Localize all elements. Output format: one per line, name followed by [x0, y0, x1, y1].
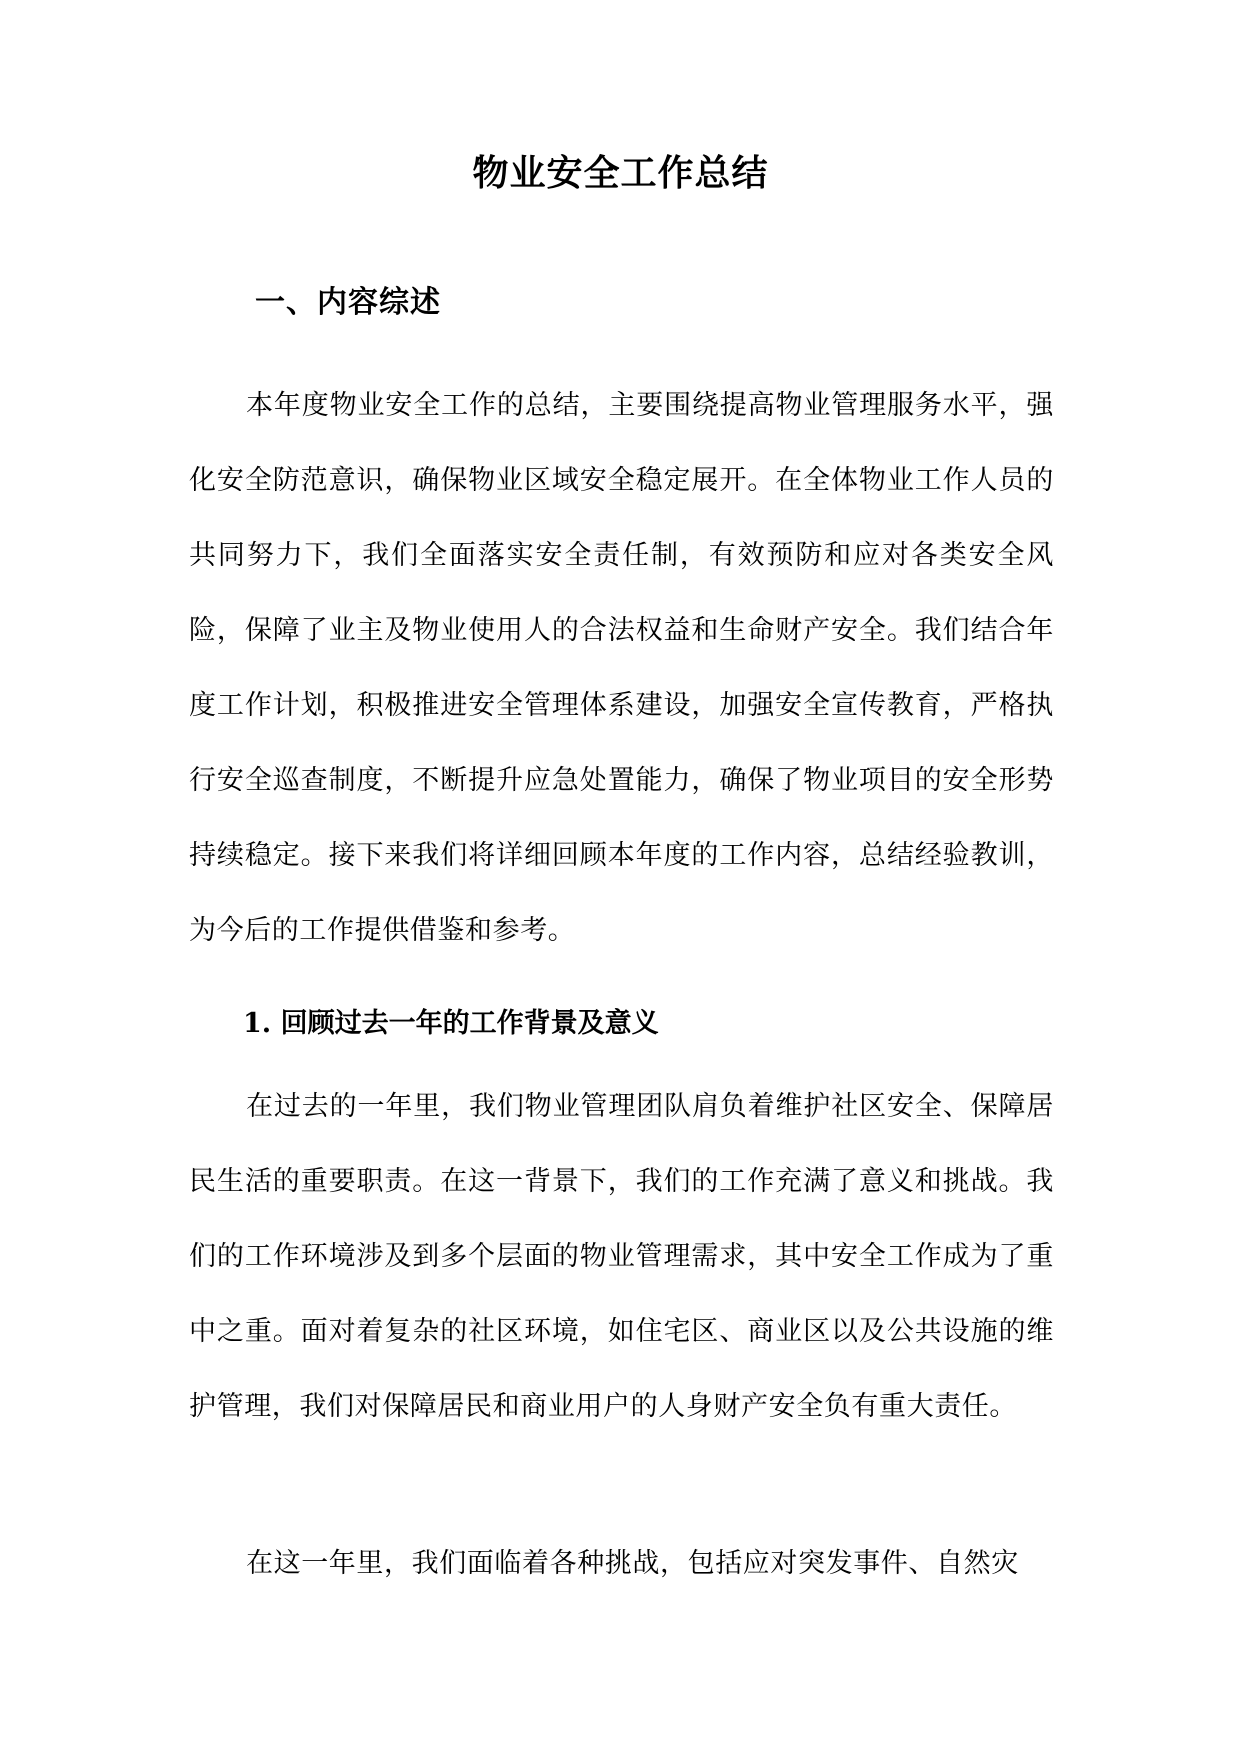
subsection-paragraph-2: 在这一年里，我们面临着各种挑战，包括应对突发事件、自然灾 [246, 1548, 1019, 1579]
document-title: 物业安全工作总结 [472, 152, 769, 194]
section-paragraph: 本年度物业安全工作的总结，主要围绕提高物业管理服务水平，强化安全防范意识，确保物业区域安全稳定展开。在全体物业工作人员的共同努力下，我们全面落实安全责任制，有效预防和应对各类安全风险，保障了业主及物业使用人的合法权益和生命财产安全。我们结合年度工作计划，积极推进安全管理体系建设，加强安全宣传教育，严格执行安全巡查制度，不断提升应急处置能力，确保了物业项目的安全形势持续稳定。接下来我们将详细回顾本年度的工作内容，总结经验教训，为今后的工作提供借鉴和参考。 [189, 390, 1054, 946]
section-heading: 一、内容综述 [255, 285, 441, 320]
subsection-heading: 1. 回顾过去一年的工作背景及意义 [243, 1008, 659, 1039]
subsection-paragraph-1: 在过去的一年里，我们物业管理团队肩负着维护社区安全、保障居民生活的重要职责。在这一背景下，我们的工作充满了意义和挑战。我们的工作环境涉及到多个层面的物业管理需求，其中安全工作成为了重中之重。面对着复杂的社区环境，如住宅区、商业区以及公共设施的维护管理，我们对保障居民和商业用户的人身财产安全负有重大责任。 [189, 1091, 1054, 1422]
